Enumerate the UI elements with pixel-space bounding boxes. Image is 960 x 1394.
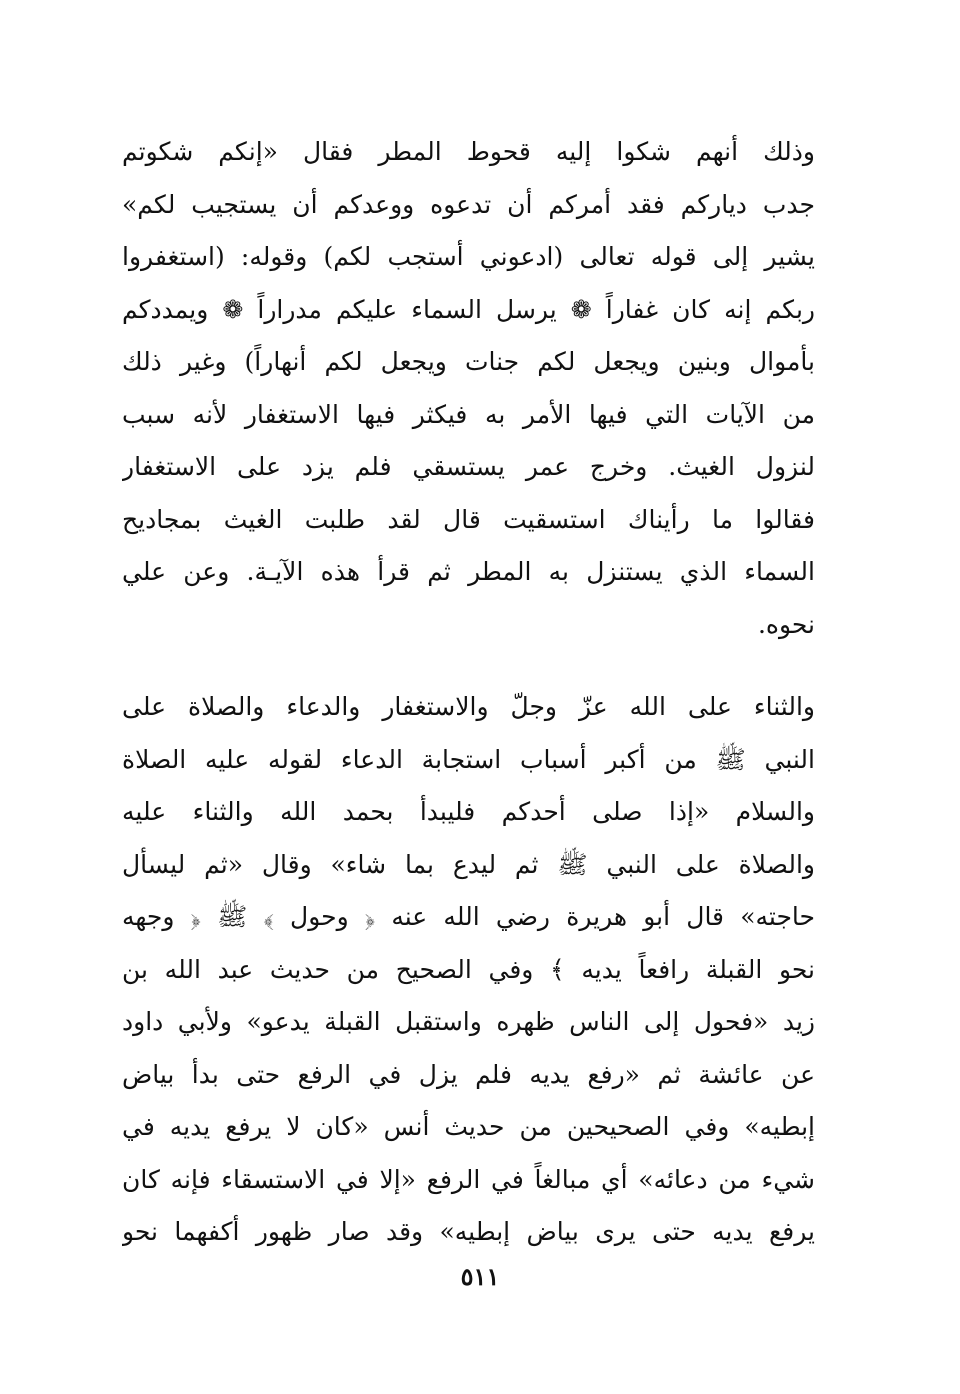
text-line: بأموال وبنين ويجعل لكم جنات ويجعل لكم أنهاراً) وغير ذلك: [122, 347, 815, 376]
text-line: زيد «فحول إلى الناس ظهره واستقبل القبلة يدعو» ولأبي داود: [122, 1007, 815, 1036]
text-line: نحوه.: [757, 609, 815, 639]
text-line: يشير إلى قوله تعالى (ادعوني أستجب لكم) وقوله: (استغفروا: [122, 242, 815, 271]
text-line: والثناء على الله عزّ وجلّ والاستغفار والدعاء والصلاة على: [122, 692, 815, 721]
text-line: لنزول الغيث. وخرج عمر يستسقي فلم يزد على الاستغفار: [122, 452, 815, 481]
text-line: ربكم إنه كان غفاراً ❁ يرسل السماء عليكم مدراراً ❁ ويمددكم: [122, 294, 815, 324]
text-line: إبطيه» وفي الصحيحين من حديث أنس «كان لا يرفع يديه في: [122, 1112, 815, 1141]
text-line: السماء الذي يستنزل به المطر ثم قرأ هذه الآيـة. وعن علي: [122, 557, 815, 586]
text-line: نحو القبلة رافعاً يديه ﴾ وفي الصحيح من حديث عبد الله بن: [122, 954, 815, 984]
text-line: عن عائشة ثم «رفع يديه فلم يزل في الرفع حتى بدأ بياض: [122, 1059, 815, 1089]
paragraph-1: [122, 126, 815, 651]
text-line: حاجته» قال أبو هريرة رضي الله عنه ﴿ وحول ﴾ ﷺ ﴿ وجهه: [122, 902, 815, 931]
text-line: من الآيات التي فيها الأمر به فيكثر فيها الاستغفار لأنه سبب: [122, 399, 815, 429]
text-line: شيء من دعائه» أي مبالغاً في الرفع «إلا في الاستسقاء فإنه كان: [122, 1164, 815, 1194]
text-line: جدب دياركم فقد أمركم أن تدعوه ووعدكم أن يستجيب لكم»: [122, 189, 815, 219]
text-line: وذلك أنهم شكوا إليه قحوط المطر فقال «إنكم شكوتم: [122, 137, 815, 166]
text-line: والصلاة على النبي ﷺ ثم ليدع بما شاء» وقال «ثم ليسأل: [122, 849, 815, 879]
text-line: والسلام «إذا صلى أحدكم فليبدأ بحمد الله والثناء عليه: [122, 797, 815, 826]
text-line: النبي ﷺ من أكبر أسباب استجابة الدعاء لقوله عليه الصلاة: [122, 744, 815, 774]
page-number: ٥١١: [460, 1262, 500, 1291]
text-line: فقالوا ما رأيناك استسقيت قال لقد طلبت الغيث بمجاديح: [122, 504, 815, 534]
text-line: يرفع يديه حتى يرى بياض إبطيه» وقد صار ظهور أكفهما نحو: [122, 1217, 815, 1246]
paragraph-2: [122, 681, 815, 1259]
page-body: [122, 126, 815, 1259]
